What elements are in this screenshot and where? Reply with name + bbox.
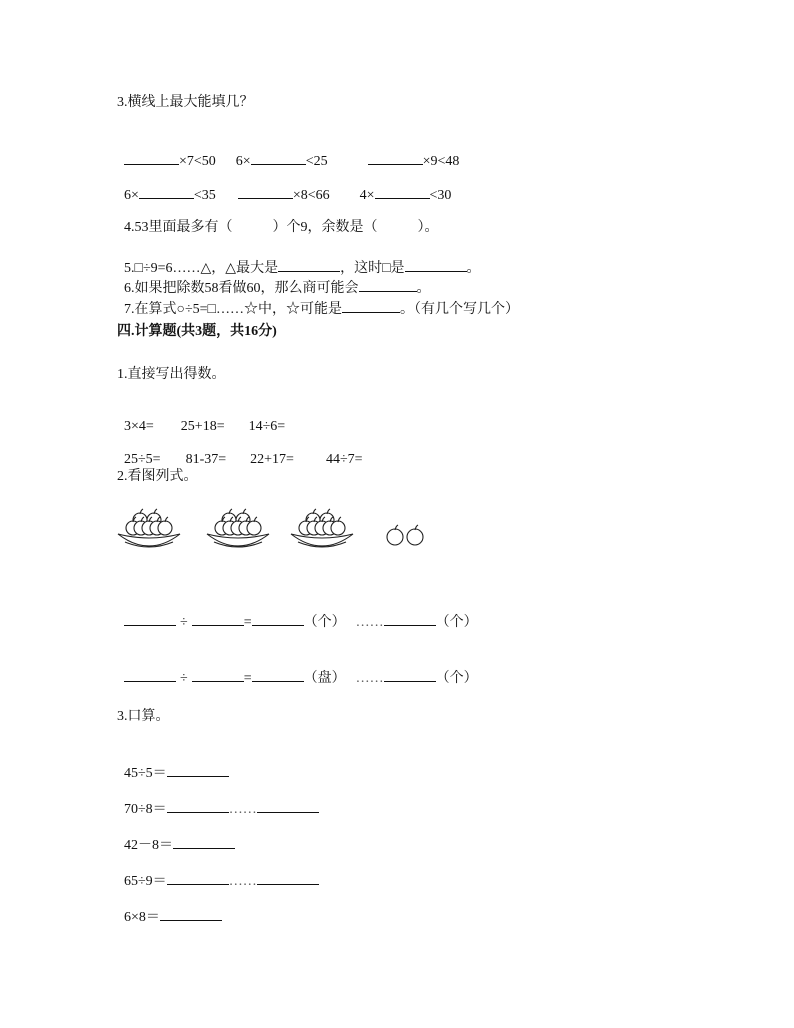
answer-blank[interactable] xyxy=(167,799,229,813)
oral-item: 25÷5= xyxy=(124,452,161,467)
q7: 7.在算式○÷5=□……☆中，☆可能是 。（有几个写几个） xyxy=(117,281,519,319)
q5: 5.□÷9=6……△，△最大是 ，这时□是 。 xyxy=(117,240,481,278)
apple-plates-figure xyxy=(117,506,447,556)
answer-blank[interactable] xyxy=(238,185,293,199)
answer-blank[interactable] xyxy=(257,871,319,885)
q6: 6.如果把除数58看做60，那么商可能会 。 xyxy=(117,260,431,298)
q3-title: 3.横线上最大能填几？ xyxy=(117,95,254,110)
c3-item: 42－8＝ xyxy=(117,817,235,855)
answer-blank[interactable] xyxy=(342,299,400,313)
c3-item: 70÷8＝ …… xyxy=(117,781,319,819)
oral-item: 81-37= xyxy=(185,452,227,467)
answer-blank[interactable] xyxy=(384,612,436,626)
plate-of-apples xyxy=(118,509,180,547)
c1-title: 1.直接写出得数。 xyxy=(117,367,226,382)
answer-blank[interactable] xyxy=(124,612,176,626)
answer-blank[interactable] xyxy=(167,763,229,777)
q3-row1: ×7<50 6× <25 ×9<48 xyxy=(117,133,459,171)
c3-item: 6×8＝ xyxy=(117,889,222,927)
c2-line2: ÷ = （盘） …… （个） xyxy=(117,650,478,688)
oral-item: 22+17= xyxy=(250,452,294,467)
c2-line1: ÷ = （个） …… （个） xyxy=(117,594,478,632)
apple-icon xyxy=(387,525,403,545)
answer-blank[interactable] xyxy=(368,151,423,165)
answer-blank[interactable] xyxy=(375,185,430,199)
answer-blank[interactable] xyxy=(160,907,222,921)
answer-blank[interactable] xyxy=(251,151,306,165)
answer-blank[interactable] xyxy=(124,668,176,682)
oral-item: 3×4= xyxy=(124,419,154,434)
oral-item: 14÷6= xyxy=(248,419,286,434)
oral-item: 25+18= xyxy=(180,419,225,434)
answer-blank[interactable] xyxy=(124,151,179,165)
q3-row2: 6× <35 ×8<66 4× <30 xyxy=(117,167,451,205)
c2-title: 2.看图列式。 xyxy=(117,469,198,484)
answer-blank[interactable] xyxy=(139,185,194,199)
answer-blank[interactable] xyxy=(192,668,244,682)
oral-item: 44÷7= xyxy=(325,452,363,467)
plate-of-apples xyxy=(291,509,353,547)
c3-item: 65÷9＝ …… xyxy=(117,853,319,891)
q4: 4.53里面最多有（ ）个9，余数是（ ）。 xyxy=(124,220,439,235)
c3-title: 3.口算。 xyxy=(117,709,170,724)
answer-blank[interactable] xyxy=(252,668,304,682)
answer-blank[interactable] xyxy=(192,612,244,626)
answer-blank[interactable] xyxy=(173,835,235,849)
answer-blank[interactable] xyxy=(167,871,229,885)
c3-item: 45÷5＝ xyxy=(117,745,229,783)
answer-blank[interactable] xyxy=(257,799,319,813)
answer-blank[interactable] xyxy=(252,612,304,626)
plate-of-apples xyxy=(207,509,269,547)
section-title: 四.计算题(共3题，共16分) xyxy=(117,324,277,339)
c1-row2 xyxy=(117,433,363,469)
c1-row1 xyxy=(117,400,285,436)
answer-blank[interactable] xyxy=(384,668,436,682)
apple-icon xyxy=(407,525,423,545)
